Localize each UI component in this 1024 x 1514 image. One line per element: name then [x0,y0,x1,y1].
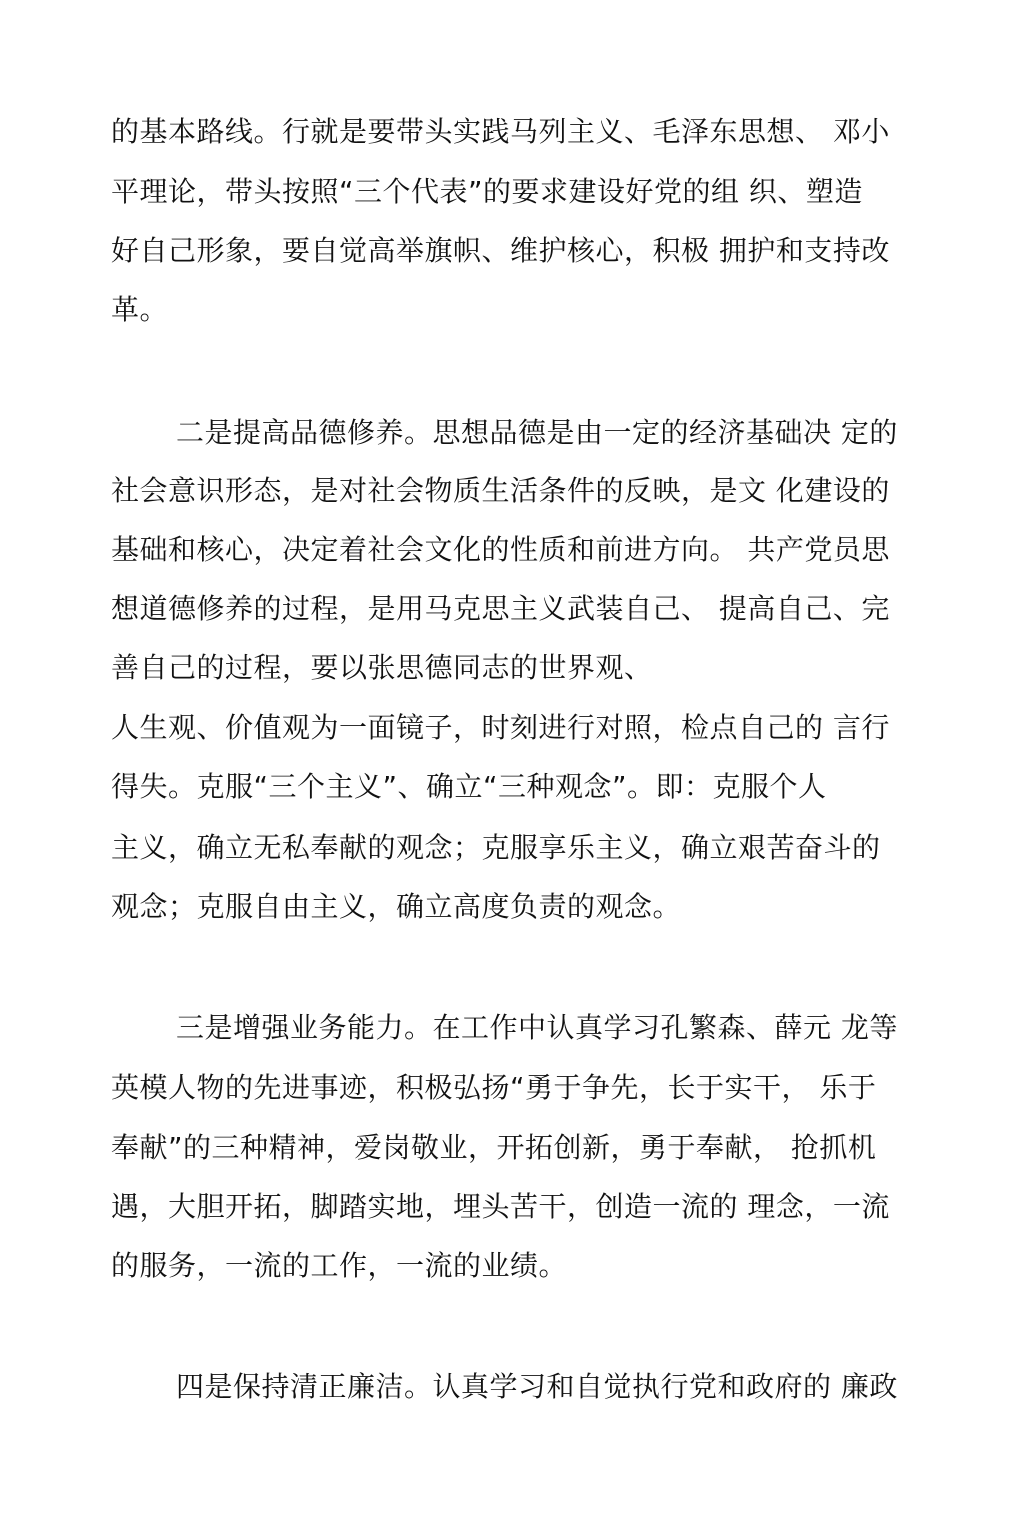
paragraph-1-line-4: 革。 [111,293,169,326]
paragraph-2-line-5: 善自己的过程，要以张思德同志的世界观、 [111,651,653,684]
paragraph-3-line-1: 三是增强业务能力。在工作中认真学习孔繁森、薛元 龙等 [176,1011,898,1044]
paragraph-3-line-4: 遇，大胆开拓，脚踏实地，埋头苦干，创造一流的 理念，一流 [111,1190,890,1223]
paragraph-2-line-8: 主义，确立无私奉献的观念；克服享乐主义，确立艰苦奋斗的 [111,831,881,864]
paragraph-2-line-7: 得失。克服“三个主义”、确立“三种观念”。即：克服个人 [111,770,827,803]
paragraph-1-line-1: 的基本路线。行就是要带头实践马列主义、毛泽东思想、 邓小 [111,115,890,148]
paragraph-2-line-2: 社会意识形态，是对社会物质生活条件的反映，是文 化建设的 [111,474,890,507]
paragraph-2-line-1: 二是提高品德修养。思想品德是由一定的经济基础决 定的 [176,416,898,449]
paragraph-2-line-4: 想道德修养的过程，是用马克思主义武装自己、 提高自己、完 [111,592,890,625]
paragraph-1-line-2: 平理论，带头按照“三个代表”的要求建设好党的组 织、塑造 [111,175,863,208]
paragraph-2-line-6: 人生观、价值观为一面镜子，时刻进行对照，检点自己的 言行 [111,711,890,744]
paragraph-1-line-3: 好自己形象，要自觉高举旗帜、维护核心，积极 拥护和支持改 [111,234,890,267]
paragraph-3-line-3: 奉献”的三种精神，爱岗敬业，开拓创新，勇于奉献， 抢抓机 [111,1131,877,1164]
paragraph-2-line-3: 基础和核心，决定着社会文化的性质和前进方向。 共产党员思 [111,533,890,566]
paragraph-3-line-5: 的服务，一流的工作，一流的业绩。 [111,1249,568,1282]
paragraph-2-line-9: 观念；克服自由主义，确立高度负责的观念。 [111,890,682,923]
paragraph-4-line-1: 四是保持清正廉洁。认真学习和自觉执行党和政府的 廉政 [176,1370,898,1403]
paragraph-3-line-2: 英模人物的先进事迹，积极弘扬“勇于争先，长于实干， 乐于 [111,1071,877,1104]
